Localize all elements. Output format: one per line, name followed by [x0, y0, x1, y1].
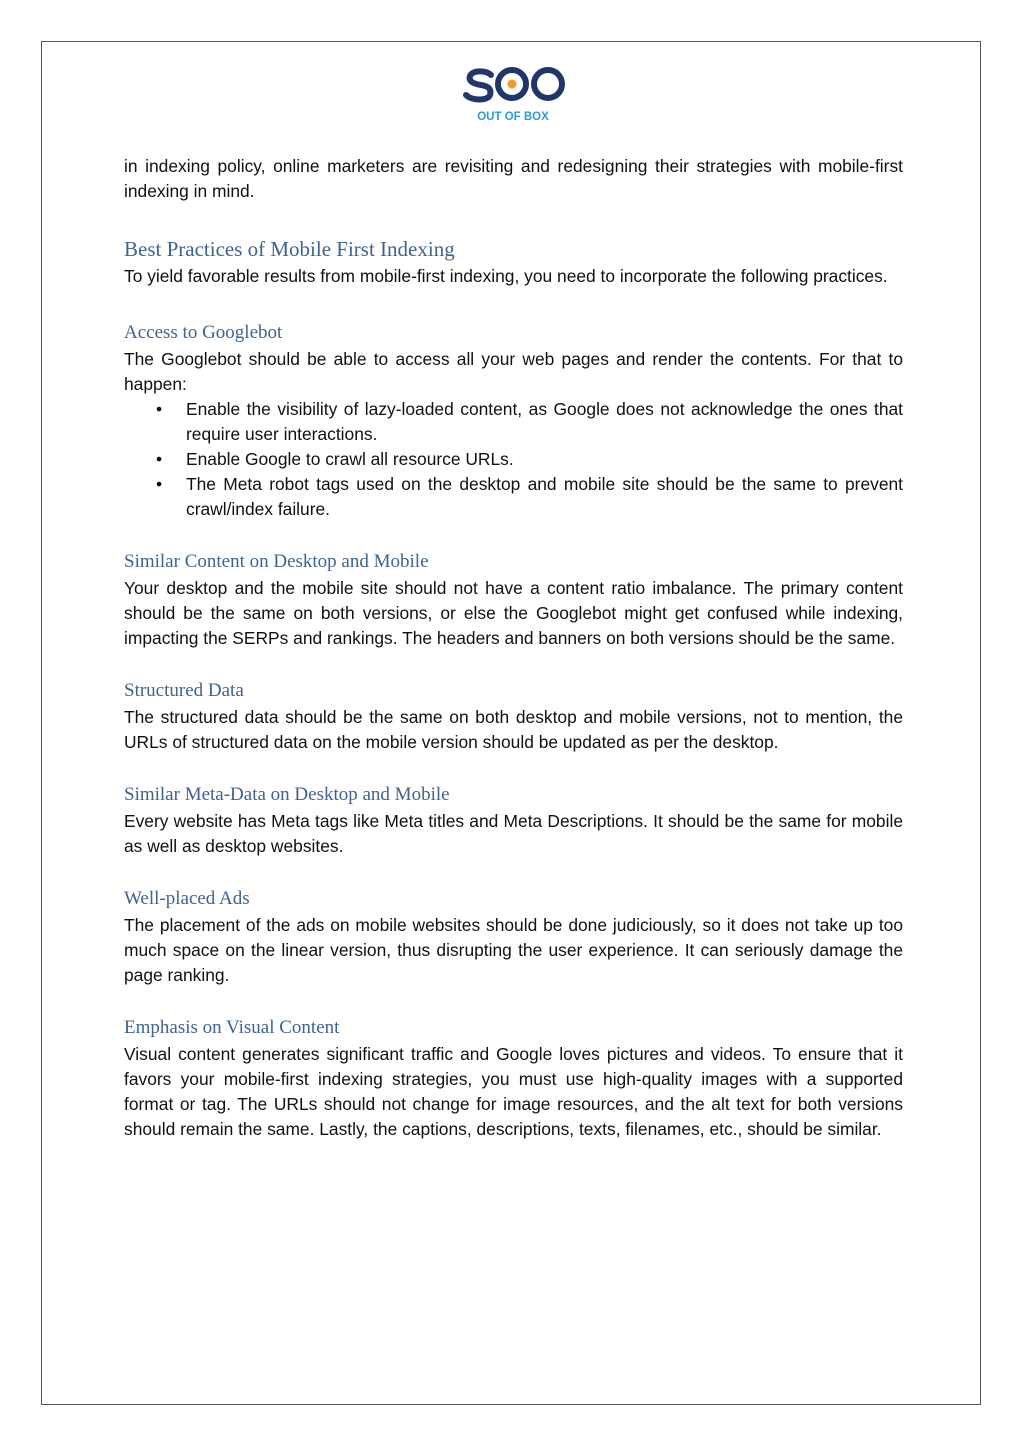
section-body-structured-data: The structured data should be the same on both desktop and mobile versions, not to mention, the URLs of structured data on the mobile version should be updated as per the desktop.: [124, 707, 903, 752]
document-body: [124, 154, 903, 1142]
section-body-access-googlebot: The Googlebot should be able to access all your web pages and render the contents. For that to happen:: [124, 349, 903, 394]
section-heading-well-placed-ads: Well-placed Ads: [124, 888, 250, 909]
section-heading-access-googlebot: Access to Googlebot: [124, 322, 283, 343]
intro-paragraph: in indexing policy, online marketers are revisiting and redesigning their strategies with mobile-first indexing in mind.: [124, 156, 903, 201]
main-heading: Best Practices of Mobile First Indexing: [124, 237, 455, 261]
logo-graphic: [457, 64, 569, 126]
logo-letter-o: [534, 70, 562, 98]
list-item: • Enable Google to crawl all resource URLs.: [186, 447, 903, 472]
list-item: • Enable the visibility of lazy-loaded content, as Google does not acknowledge the ones that require user interactions.: [155, 399, 903, 444]
bullet-icon: •: [155, 399, 163, 419]
logo-letter-s: [466, 71, 491, 99]
section-body-similar-content: Your desktop and the mobile site should not have a content ratio imbalance. The primary content should be the same on both versions, or else the Googlebot might get confused while indexing, impacting the SERPs and rankings. The headers and banners on both versions should be the same.: [124, 578, 903, 648]
section-heading-similar-content: Similar Content on Desktop and Mobile: [124, 551, 429, 572]
section-body-similar-metadata: Every website has Meta tags like Meta titles and Meta Descriptions. It should be the same for mobile as well as desktop websites.: [124, 811, 903, 856]
bullet-icon: •: [155, 474, 163, 494]
logo-tagline: OUT OF BOX: [477, 111, 549, 123]
seo-out-of-box-logo: [457, 64, 569, 126]
section-heading-visual-content: Emphasis on Visual Content: [124, 1017, 340, 1038]
section-heading-structured-data: Structured Data: [124, 680, 244, 701]
logo-eye-dot: [508, 80, 517, 89]
section-body-well-placed-ads: The placement of the ads on mobile websites should be done judiciously, so it does not take up too much space on the linear version, thus disrupting the user experience. It can seriously damage the page ranking.: [124, 915, 903, 985]
bullet-list: [124, 397, 903, 522]
bullet-icon: •: [155, 449, 163, 469]
list-item: • The Meta robot tags used on the desktop and mobile site should be the same to prevent crawl/index failure.: [155, 474, 903, 519]
main-intro-paragraph: To yield favorable results from mobile-first indexing, you need to incorporate the following practices.: [124, 266, 888, 286]
section-body-visual-content: Visual content generates significant traffic and Google loves pictures and videos. To ensure that it favors your mobile-first indexing strategies, you must use high-quality images with a supported format or tag. The URLs should not change for image resources, and the alt text for both versions should remain the same. Lastly, the captions, descriptions, texts, filenames, etc., should be similar.: [124, 1044, 903, 1139]
section-heading-similar-metadata: Similar Meta-Data on Desktop and Mobile: [124, 784, 450, 805]
